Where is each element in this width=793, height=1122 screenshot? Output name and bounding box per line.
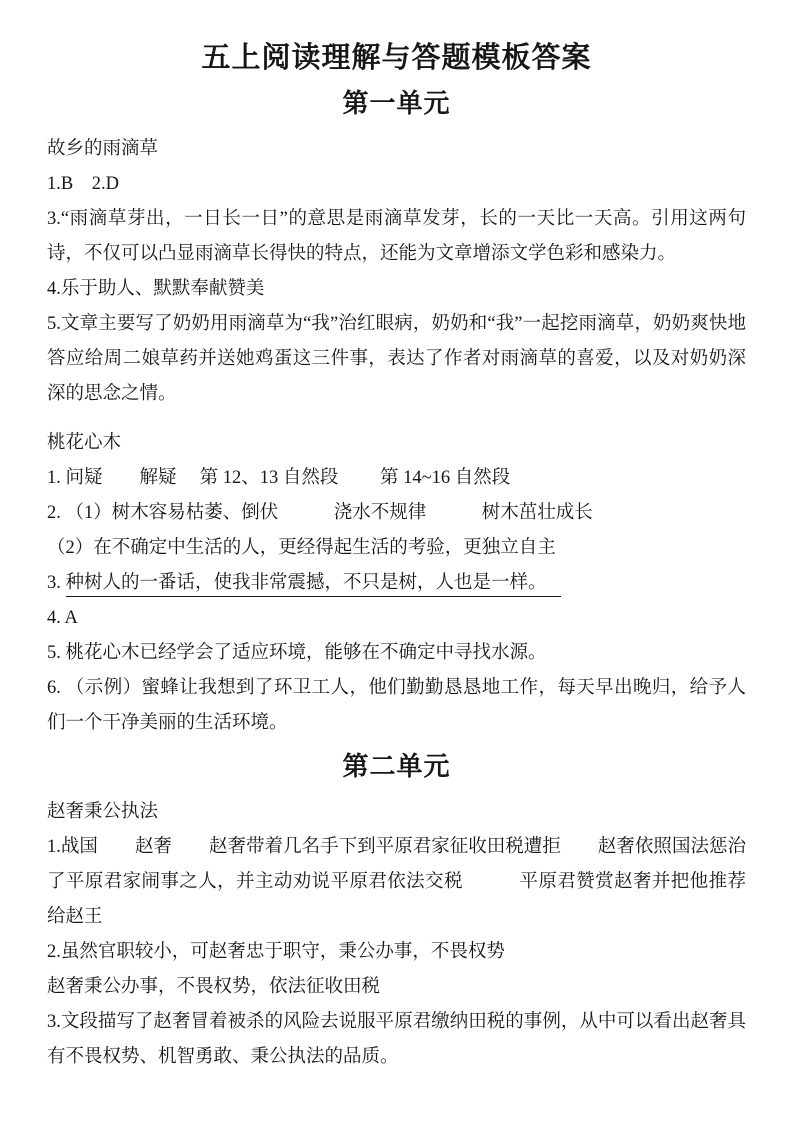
- answer-line: 4.乐于助人、默默奉献赞美: [47, 279, 265, 299]
- answer-line: （2）在不确定中生活的人，更经得起生活的考验，更独立自主: [47, 538, 556, 558]
- answer-line: 6. （示例）蜜蜂让我想到了环卫工人，他们勤勤恳恳地工作，每天早出晚归，给予人们一个干净美丽的生活环境。: [47, 678, 746, 733]
- passage-title-zhaoshe: 赵奢秉公执法: [47, 802, 159, 822]
- answer-line: 2. （1）树木容易枯萎、倒伏 浇水不规律 树木茁壮成长: [47, 503, 593, 523]
- answer-line: 1.战国 赵奢 赵奢带着几名手下到平原君家征收田税遭拒 赵奢依照国法惩治了平原君家闹事之人，并主动劝说平原君依法交税 平原君赞赏赵奢并把他推荐给赵王: [47, 837, 746, 927]
- answer-line: 2.虽然官职较小，可赵奢忠于职守，秉公办事，不畏权势: [47, 942, 505, 962]
- passage-title-taohuaxinmu: 桃花心木: [47, 433, 122, 453]
- answer-line: 5. 桃花心木已经学会了适应环境，能够在不确定中寻找水源。: [47, 643, 547, 663]
- answer-line-underlined: [47, 566, 746, 601]
- answer-line: 赵奢秉公办事，不畏权势，依法征收田税: [47, 977, 381, 997]
- answer-number: 3.: [47, 573, 66, 593]
- underlined-answer-text: 种树人的一番话，使我非常震撼，不只是树，人也是一样。: [66, 573, 561, 597]
- answer-line: 1.B 2.D: [47, 174, 119, 194]
- answer-line: 3.文段描写了赵奢冒着被杀的风险去说服平原君缴纳田税的事例，从中可以看出赵奢具有不畏权势、机智勇敢、秉公执法的品质。: [47, 1012, 746, 1067]
- unit2-heading: 第二单元: [342, 752, 451, 781]
- unit1-heading: 第一单元: [342, 89, 451, 118]
- document-title: 五上阅读理解与答题模板答案: [201, 42, 592, 74]
- answer-line: 3.“雨滴草芽出，一日长一日”的意思是雨滴草发芽，长的一天比一天高。引用这两句诗，不仅可以凸显雨滴草长得快的特点，还能为文章增添文学色彩和感染力。: [47, 209, 746, 264]
- answer-line: 5.文章主要写了奶奶用雨滴草为“我”治红眼病，奶奶和“我”一起挖雨滴草，奶奶爽快地答应给周二娘草药并送她鸡蛋这三件事，表达了作者对雨滴草的喜爱，以及对奶奶深深的思念之情。: [47, 314, 746, 404]
- answer-line: 4. A: [47, 608, 78, 628]
- answer-line: 1. 问疑 解疑 第 12、13 自然段 第 14~16 自然段: [47, 468, 511, 488]
- passage-title-guxiang-yudicao: 故乡的雨滴草: [47, 139, 159, 159]
